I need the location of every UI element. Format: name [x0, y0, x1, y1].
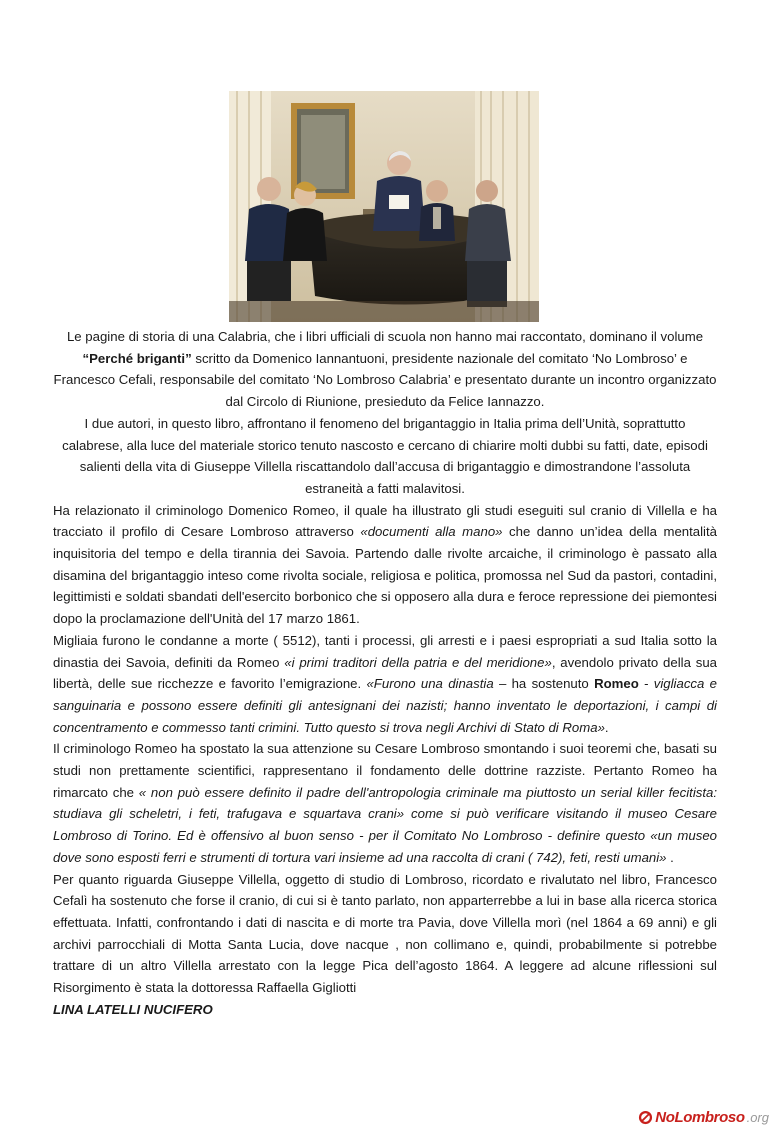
article: [53, 326, 717, 1021]
presentation-photo: [229, 91, 539, 322]
logo-brand: NoLombroso: [655, 1108, 745, 1126]
no-sign-icon: [638, 1110, 653, 1125]
text-run: .: [604, 719, 609, 735]
italic-quote-run: « non può essere definito il padre dell'antropologia criminale ma piuttosto un serial killer fecitista: studiava gli scheletri, i feti, trafugava e squartava crani» come si può verificare visitando il museo Cesare Lombroso di Torino. Ed è offensivo al buon senso - per il Comitato No Lombroso - definire questo «un museo dove sono esposti ferri e strumenti di tortura vari insieme ad una raccolta di crani ( 742), feti, resti umani»: [53, 784, 717, 865]
logo-tld: .org: [746, 1109, 769, 1125]
italic-quote-run: vigliacca e sanguinaria e possono essere definiti gli antesignani dei nazisti; hanno inventato le deportazioni, i campi di concentramento e commesso tanti crimini. Tutto questo si trova negli Archivi di Stato di Roma»: [53, 676, 717, 735]
body-paragraph: [53, 500, 717, 630]
italic-quote-run: «Furono una dinastia: [366, 676, 494, 692]
text-run: I due autori, in questo libro, affrontano il fenomeno del brigantaggio in Italia prima dell’Unità, soprattutto calabrese, alla luce del materiale storico tenuto nascosto e cercano di chiarire molti dubbi su fatti, date, episodi salienti della vita di Giuseppe Villella riscattandolo dall’accusa di brigantaggio e dimostrandone l’assoluta estraneità a fatti malavitosi.: [62, 415, 708, 496]
article-author: LINA LATELLI NUCIFERO: [53, 1001, 213, 1017]
body-paragraph: [53, 738, 717, 868]
text-run: scritto da Domenico Iannantuoni, presidente nazionale del comitato ‘No Lombroso’ e Francesco Cefali, responsabile del comitato ‘No Lombroso Calabria’ e presentato durante un incontro organizzato dal Circolo di Riunione, presieduto da Felice Iannazzo.: [53, 350, 717, 410]
intro-paragraph: [53, 326, 717, 413]
text-run: , avendolo privato della sua libertà, delle sue ricchezze e favorito l’emigrazione.: [53, 654, 717, 692]
intro-paragraph: [53, 413, 717, 500]
panel-photo-illustration: [229, 91, 539, 322]
text-run: Il criminologo Romeo ha spostato la sua attenzione su Cesare Lombroso smontando i suoi teoremi che, basati su studi non prettamente scientifici, rappresentano il fondamento delle dottrine razziste. Pertanto Romeo ha rimarcato che: [53, 741, 717, 800]
text-run: che danno un’idea della mentalità inquisitoria del tempo e della tirannia dei Savoia. Partendo dalle rivolte arcaiche, il criminologo è passato alla disamina del brigantaggio inteso come rivolta sociale, religiosa e politica, promossa nel Sud da pastori, contadini, legittimisti e soldati sbandati dell'esercito borbonico che si opposero alla dura e feroce repressione dei piemontesi dopo la proclamazione dell'Unità del 17 marzo 1861.: [53, 524, 717, 627]
bold-run: Romeo: [594, 676, 639, 692]
article-intro: [53, 326, 717, 500]
article-body: [53, 500, 717, 999]
text-run: Le pagine di storia di una Calabria, che i libri ufficiali di scuola non hanno mai raccontato, dominano il volume: [66, 329, 704, 344]
italic-quote-run: «documenti alla mano»: [360, 524, 503, 540]
text-run: -: [638, 676, 654, 692]
body-paragraph: [53, 869, 717, 999]
italic-quote-run: «i primi traditori della patria e del meridione»: [284, 654, 552, 670]
text-run: – ha sostenuto: [493, 676, 595, 692]
bold-run: “Perché briganti”: [82, 350, 192, 366]
text-run: .: [666, 849, 674, 865]
body-paragraph: [53, 630, 717, 739]
nolombroso-logo[interactable]: [638, 1107, 769, 1127]
text-run: Per quanto riguarda Giuseppe Villella, oggetto di studio di Lombroso, ricordato e rivalutato nel libro, Francesco Cefalì ha sostenuto che forse il cranio, di cui si è tanto parlato, non apparterrebbe a lui in base alla ricerca storica effettuata. Infatti, confrontando i dati di nascita e di morte tra Pavia, dove Villella morì (nel 1864 a 69 anni) e gli archivi parrocchiali di Motta Santa Lucia, dove nacque , non collimano e, quindi, probabilmente si potrebbe trattare di un altro Villella arrestato con la legge Pica dell’agosto 1864. A leggere ad alcune riflessioni sul Risorgimento è stata la dottoressa Raffaella Gigliotti: [53, 871, 717, 996]
text-run: Migliaia furono le condanne a morte ( 5512), tanti i processi, gli arresti e i paesi espropriati a sud Italia sotto la dinastia dei Savoia, definiti da Romeo: [53, 632, 717, 670]
text-run: Ha relazionato il criminologo Domenico Romeo, il quale ha illustrato gli studi eseguiti sul cranio di Villella e ha tracciato il profilo di Cesare Lombroso attraverso: [53, 502, 717, 540]
